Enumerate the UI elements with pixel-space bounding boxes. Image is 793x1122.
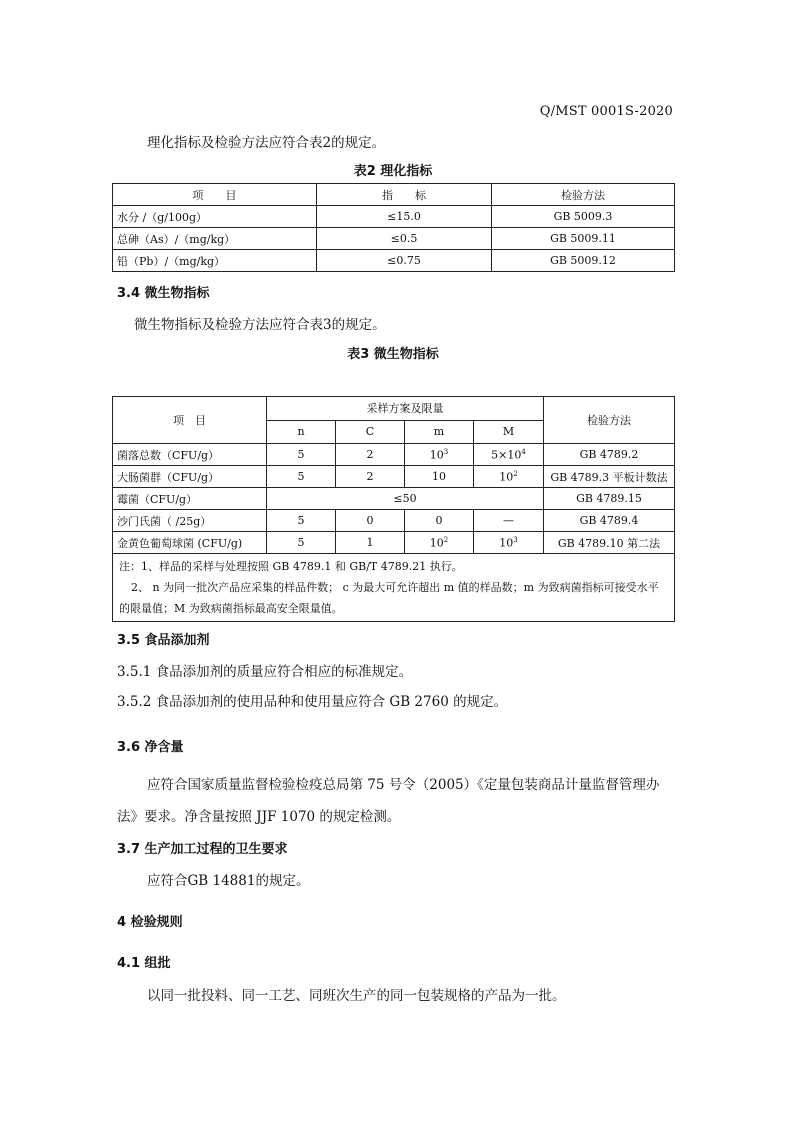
table3-notes — [113, 554, 675, 622]
section-3-4-title: 3.4 微生物指标 — [117, 286, 210, 301]
table2-intro: 理化指标及检验方法应符合表2的规定。 — [147, 135, 386, 151]
table3-M-exp: 4 — [521, 447, 526, 456]
section-3-6-line1: 应符合国家质量监督检验检疫总局第 75 号令（2005）《定量包装商品计量监督管理办 — [147, 777, 660, 793]
table3-cell: 2 — [336, 444, 405, 466]
table3-header-method: 检验方法 — [544, 397, 675, 444]
table3-note-1: 注：1、样品的采样与处理按照 GB 4789.1 和 GB/T 4789.21 执行。 — [119, 560, 463, 573]
table3-cell — [474, 466, 544, 488]
section-4-1-text: 以同一批投料、同一工艺、同班次生产的同一包装规格的产品为一批。 — [147, 988, 566, 1004]
table3-cell — [474, 444, 544, 466]
table3-m-exp: 3 — [443, 447, 449, 456]
table3-subheader-c: C — [336, 420, 405, 444]
table3-cell: 霉菌（CFU/g） — [113, 488, 267, 510]
table2-cell: GB 5009.11 — [492, 228, 675, 250]
table2-cell: ≤0.5 — [317, 228, 492, 250]
table3-M-base: 5×10 — [491, 448, 522, 462]
section-3-7-text: 应符合GB 14881的规定。 — [147, 873, 310, 889]
section-3-4-text: 微生物指标及检验方法应符合表3的规定。 — [134, 317, 386, 333]
table3-cell-merged: ≤50 — [267, 488, 544, 510]
table3-notes-row — [113, 554, 675, 622]
table2-cell: 水分 /（g/100g） — [113, 206, 317, 228]
table3-subheader-M: M — [474, 420, 544, 444]
table2-cell: ≤0.75 — [317, 250, 492, 272]
table3-note-2: 2、 n 为同一批次产品应采集的样品件数； c 为最大可允许超出 m 值的样品数；m 为致病菌指标可接受水平的限量值；M 为致病菌指标最高安全限量值。 — [119, 581, 659, 615]
table3-m-base: 10 — [429, 536, 444, 550]
document-code: Q/MST 0001S-2020 — [539, 104, 673, 119]
section-3-5-1: 3.5.1 食品添加剂的质量应符合相应的标准规定。 — [117, 664, 413, 680]
table-row — [113, 444, 675, 466]
table3 — [112, 396, 675, 622]
section-3-7-title: 3.7 生产加工过程的卫生要求 — [117, 842, 288, 857]
table3-cell: 0 — [405, 510, 474, 532]
table3-cell: GB 4789.2 — [544, 444, 675, 466]
table3-M-base: 10 — [499, 536, 514, 550]
table3-cell: 5 — [267, 510, 336, 532]
table3-cell: 金黄色葡萄球菌 (CFU/g) — [113, 532, 267, 554]
section-3-5-title: 3.5 食品添加剂 — [117, 633, 210, 648]
section-4-1-title: 4.1 组批 — [117, 956, 171, 971]
table3-caption: 表3 微生物指标 — [347, 347, 439, 362]
table3-m-exp: 2 — [443, 535, 449, 544]
table2-header-method: 检验方法 — [492, 184, 675, 206]
table3-cell: 5 — [267, 444, 336, 466]
table3-cell: 5 — [267, 466, 336, 488]
table3-cell: 5 — [267, 532, 336, 554]
table3-M-base: 10 — [499, 470, 514, 484]
table3-cell: 大肠菌群（CFU/g） — [113, 466, 267, 488]
table3-cell: GB 4789.10 第二法 — [544, 532, 675, 554]
table3-cell — [405, 444, 474, 466]
table2-header-value: 指 标 — [317, 184, 492, 206]
table-row — [113, 510, 675, 532]
table-row — [113, 228, 675, 250]
table3-header-row — [113, 397, 675, 421]
table3-cell: 菌落总数（CFU/g） — [113, 444, 267, 466]
table3-cell — [405, 466, 474, 488]
table3-cell: GB 4789.15 — [544, 488, 675, 510]
table3-M-exp: 2 — [513, 469, 518, 478]
table2 — [112, 183, 675, 272]
table3-cell — [405, 532, 474, 554]
table3-m-base: 10 — [432, 470, 446, 483]
table-row — [113, 250, 675, 272]
table2-cell: GB 5009.3 — [492, 206, 675, 228]
table3-cell — [474, 532, 544, 554]
section-3-5-2: 3.5.2 食品添加剂的使用品种和使用量应符合 GB 2760 的规定。 — [117, 694, 508, 710]
table3-cell: 0 — [336, 510, 405, 532]
table3-cell: 2 — [336, 466, 405, 488]
table3-subheader-n: n — [267, 420, 336, 444]
table3-header-item: 项 目 — [113, 397, 267, 444]
table3-m-base: 10 — [429, 448, 444, 462]
section-4-title: 4 检验规则 — [117, 915, 183, 930]
table-row — [113, 532, 675, 554]
table2-header-item: 项 目 — [113, 184, 317, 206]
table3-header-plan: 采样方案及限量 — [267, 397, 544, 421]
table2-header-row — [113, 184, 675, 206]
table3-M-exp: 3 — [513, 535, 518, 544]
table2-cell: ≤15.0 — [317, 206, 492, 228]
table2-cell: 总砷（As）/（mg/kg） — [113, 228, 317, 250]
section-3-6-title: 3.6 净含量 — [117, 740, 184, 755]
section-3-6-line2: 法》要求。净含量按照 JJF 1070 的规定检测。 — [117, 809, 401, 825]
table2-cell: GB 5009.12 — [492, 250, 675, 272]
table3-cell: GB 4789.3 平板计数法 — [544, 466, 675, 488]
table2-cell: 铅（Pb）/（mg/kg） — [113, 250, 317, 272]
table3-cell: 沙门氏菌（ /25g） — [113, 510, 267, 532]
table-row — [113, 206, 675, 228]
table-row — [113, 488, 675, 510]
table3-subheader-m: m — [405, 420, 474, 444]
table-row — [113, 466, 675, 488]
table3-cell: 1 — [336, 532, 405, 554]
table3-cell: — — [474, 510, 544, 532]
table2-caption: 表2 理化指标 — [353, 164, 433, 179]
table3-cell: GB 4789.4 — [544, 510, 675, 532]
